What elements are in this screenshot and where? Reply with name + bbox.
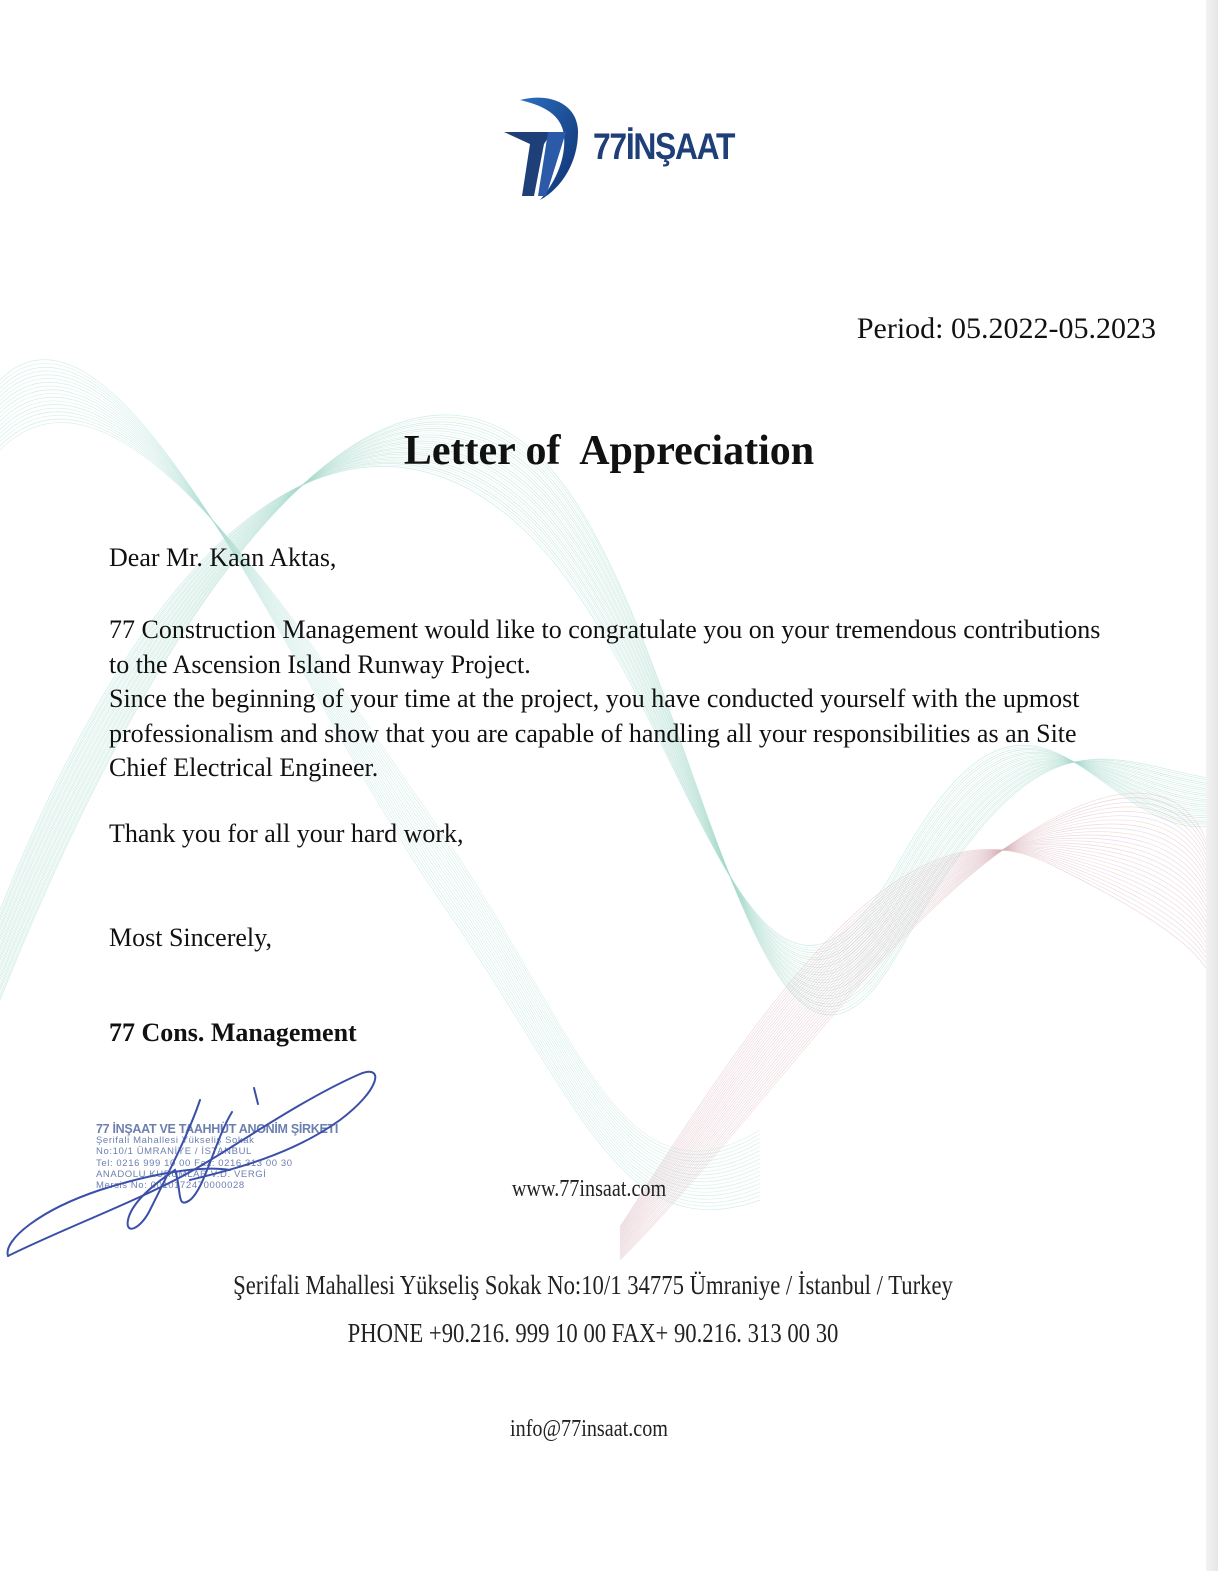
seven-seven-logo-icon	[500, 92, 590, 204]
signatory-name: 77 Cons. Management	[109, 1018, 357, 1047]
company-logo	[500, 92, 750, 204]
body-paragraph: 77 Construction Management would like to congratulate you on your tremendous contributions to the Ascension Island Runway Project.	[109, 615, 1101, 679]
footer-address: Şerifali Mahallesi Yükseliş Sokak No:10/1 34775 Ümraniye / İstanbul / Turkey	[233, 1270, 953, 1300]
wave-line	[620, 849, 1218, 1227]
stamp-phone: Tel: 0216 999 10 00 Fax: 0216 313 00 30	[96, 1157, 293, 1169]
stamp-tax: ANADOLU KURUMLAR V.D. VERGİ	[96, 1168, 267, 1180]
thanks-line: Thank you for all your hard work,	[109, 819, 464, 848]
stamp-mersis: Mersis No: 0010172470000028	[96, 1180, 245, 1192]
stamp-company: 77 İNŞAAT VE TAAHHÜT ANONİM ŞİRKETİ	[96, 1122, 339, 1136]
stamp-address-2: No:10/1 ÜMRANİYE / İSTANBUL	[96, 1146, 252, 1158]
letter-body	[109, 613, 1119, 786]
period-text: Period: 05.2022-05.2023	[856, 312, 1156, 345]
wave-line	[620, 850, 1218, 1229]
page-edge-shadow	[1206, 0, 1218, 1571]
letter-title: Letter of Appreciation	[403, 428, 815, 474]
salutation: Dear Mr. Kaan Aktas,	[109, 543, 337, 572]
wave-line	[0, 397, 760, 1175]
logo-brand-name: 77İNŞAAT	[593, 126, 735, 167]
wave-line	[0, 404, 760, 1168]
footer-website[interactable]: www.77insaat.com	[511, 1176, 667, 1202]
footer-email[interactable]: info@77insaat.com	[510, 1416, 668, 1442]
handwritten-signature	[0, 1060, 400, 1270]
footer-contact: PHONE +90.216. 999 10 00 FAX+ 90.216. 313 00 30	[347, 1318, 839, 1348]
stamp-address-1: Şerifali Mahallesi Yükseliş Sokak	[96, 1135, 255, 1147]
body-paragraph: Since the beginning of your time at the project, you have conducted yourself with the upmost professionalism and show that you are capable of handling all your responsibilities as an Site Chief Electrical Engineer.	[109, 684, 1080, 782]
wave-line	[0, 401, 760, 1172]
closing-line: Most Sincerely,	[109, 923, 272, 952]
